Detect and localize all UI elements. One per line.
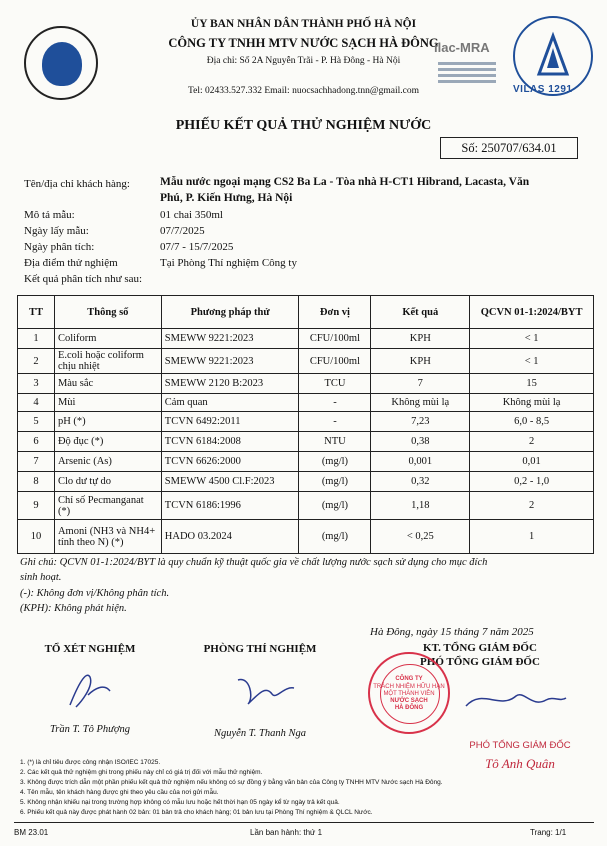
header-tt: TT [18,296,55,329]
header-param: Thông số [54,296,161,329]
note-3: (KPH): Không phát hiện. [20,603,127,614]
cell-limit: 2 [470,492,594,520]
signature-ptn [230,668,300,713]
cell-method: SMEWW 9221:2023 [161,349,299,374]
cell-tt: 5 [18,412,55,432]
cell-unit: (mg/l) [299,472,371,492]
cell-result: 0,38 [371,432,470,452]
cell-method: SMEWW 2120 B:2023 [161,374,299,394]
cell-result: KPH [371,349,470,374]
table-row [18,349,594,374]
header-limit: QCVN 01-1:2024/BYT [470,296,594,329]
sample-value: 01 chai 350ml [160,209,223,221]
pho-title: PHÓ TỔNG GIÁM ĐỐC [420,656,540,668]
cell-method: TCVN 6184:2008 [161,432,299,452]
customer-value-1: Mẫu nước ngoại mạng CS2 Ba La - Tòa nhà H-CT1 Hibrand, Lacasta, Văn [160,176,530,188]
sign-date: Hà Đông, ngày 15 tháng 7 năm 2025 [370,626,534,638]
cell-limit: 15 [470,374,594,394]
footnote-6: 6. Phiếu kết quả này được phát hành 02 bản: 01 bản trả cho khách hàng; 01 bản lưu tại Phòng Thí nghiệm & QLCL Nước. [20,809,373,816]
document-title: PHIẾU KẾT QUẢ THỬ NGHIỆM NƯỚC [175,118,432,133]
cell-unit: - [299,394,371,412]
ptn-title: PHÒNG THÍ NGHIỆM [203,643,317,655]
cell-param: Chỉ số Pecmanganat (*) [54,492,161,520]
cell-param: Coliform [54,329,161,349]
place-label: Địa điểm thử nghiệm [24,257,118,269]
analysis-label: Ngày phân tích: [24,241,95,253]
cell-param: Màu sắc [54,374,161,394]
sample-label: Mô tả mẫu: [24,209,75,221]
note-2: (-): Không đơn vị/Không phân tích. [20,588,170,599]
cell-limit: Không mùi lạ [470,394,594,412]
director-role: PHÓ TỔNG GIÁM ĐỐC [469,740,571,751]
cell-method: TCVN 6492:2011 [161,412,299,432]
table-row [18,329,594,349]
cell-param: Độ đục (*) [54,432,161,452]
to-title: TỔ XÉT NGHIỆM [44,643,136,655]
cell-limit: < 1 [470,349,594,374]
header-unit: Đơn vị [299,296,371,329]
cell-param: Clo dư tự do [54,472,161,492]
ptn-name: Nguyễn T. Thanh Nga [214,728,306,739]
note-1: Ghi chú: QCVN 01-1:2024/BYT là quy chuẩn kỹ thuật quốc gia về chất lượng nước sạch sử dụng cho mục đích [20,557,488,568]
cell-method: TCVN 6626:2000 [161,452,299,472]
date-value: 07/7/2025 [160,225,205,237]
footer-code: BM 23.01 [14,828,49,837]
table-header-row [18,296,594,329]
table-row [18,374,594,394]
header-line2: CÔNG TY TNHH MTV NƯỚC SẠCH HÀ ĐÔNG [168,36,439,50]
cell-param: Amoni (NH3 và NH4+ tính theo N) (*) [54,520,161,554]
place-value: Tại Phòng Thí nghiệm Công ty [160,257,297,269]
cell-result: 7 [371,374,470,394]
cell-tt: 3 [18,374,55,394]
header-result: Kết quả [371,296,470,329]
vilas-label: VILAS 1291 [513,84,573,95]
to-name: Trần T. Tô Phượng [50,724,130,735]
cell-limit: 0,01 [470,452,594,472]
cell-limit: 1 [470,520,594,554]
cell-unit: (mg/l) [299,452,371,472]
table-row [18,472,594,492]
cell-tt: 9 [18,492,55,520]
result-label: Kết quả phân tích như sau: [24,273,143,285]
footer-divider [14,822,594,823]
table-row [18,452,594,472]
cell-tt: 1 [18,329,55,349]
header-contact: Tel: 02433.527.332 Email: nuocsachhadong.tnn@gmail.com [187,86,420,96]
cell-tt: 2 [18,349,55,374]
cell-unit: CFU/100ml [299,349,371,374]
footer-page: Trang: 1/1 [530,828,567,837]
cell-unit: TCU [299,374,371,394]
cell-method: SMEWW 4500 Cl.F:2023 [161,472,299,492]
cell-tt: 4 [18,394,55,412]
cell-method: TCVN 6186:1996 [161,492,299,520]
header-method: Phương pháp thử [161,296,299,329]
document-number: Số: 250707/634.01 [440,137,578,159]
cell-unit: - [299,412,371,432]
cell-unit: NTU [299,432,371,452]
table-row [18,520,594,554]
cell-result: < 0,25 [371,520,470,554]
cell-limit: 6,0 - 8,5 [470,412,594,432]
signature-director [460,680,570,720]
cell-method: Cảm quan [161,394,299,412]
cell-result: KPH [371,329,470,349]
cell-tt: 8 [18,472,55,492]
cell-limit: < 1 [470,329,594,349]
ilac-mra-logo: ilac-MRA [434,32,504,92]
cell-tt: 6 [18,432,55,452]
cell-result: 7,23 [371,412,470,432]
signature-to [60,665,120,715]
cell-unit: CFU/100ml [299,329,371,349]
cell-result: 0,001 [371,452,470,472]
footnote-5: 5. Không nhận khiếu nại trong trường hợp không có mẫu lưu hoặc hết thời hạn 05 ngày kể từ ngày trả kết quả. [20,799,340,806]
cell-param: Arsenic (As) [54,452,161,472]
cell-unit: (mg/l) [299,520,371,554]
cell-limit: 0,2 - 1,0 [470,472,594,492]
header-address: Địa chỉ: Số 2A Nguyễn Trãi - P. Hà Đông - Hà Nội [206,56,401,66]
company-stamp: CÔNG TY TRÁCH NHIỆM HỮU HẠN MỘT THÀNH VIÊN NƯỚC SẠCH HÀ ĐÔNG [368,652,450,734]
footnote-4: 4. Tên mẫu, tên khách hàng được ghi theo yêu cầu của nơi gửi mẫu. [20,789,219,796]
analysis-value: 07/7 - 15/7/2025 [160,241,234,253]
note-1b: sinh hoạt. [20,572,62,583]
cell-result: Không mùi lạ [371,394,470,412]
table-row [18,412,594,432]
footnote-2: 2. Các kết quả thử nghiệm ghi trong phiếu này chỉ có giá trị đối với mẫu thử nghiệm. [20,769,263,776]
cell-result: 0,32 [371,472,470,492]
table-row [18,394,594,412]
footnote-3: 3. Không được trích dẫn một phần phiếu kết quả thử nghiệm nếu không có sự đồng ý bằng văn bản của Công ty TNHH MTV Nước sạch Hà Đông. [20,779,443,786]
director-name: Tô Anh Quân [485,756,555,771]
cell-param: E.coli hoặc coliform chịu nhiệt [54,349,161,374]
cell-param: Mùi [54,394,161,412]
table-row [18,432,594,452]
footnote-1: 1. (*) là chỉ tiêu được công nhận ISO/IEC 17025. [20,759,161,766]
cell-limit: 2 [470,432,594,452]
table-row [18,492,594,520]
customer-label: Tên/địa chỉ khách hàng: [24,178,130,190]
cell-method: SMEWW 9221:2023 [161,329,299,349]
cell-method: HADO 03.2024 [161,520,299,554]
customer-value-2: Phú, P. Kiến Hưng, Hà Nội [160,192,293,204]
footer-edition: Lần ban hành: thứ 1 [250,828,323,837]
cell-result: 1,18 [371,492,470,520]
cell-unit: (mg/l) [299,492,371,520]
kt-title: KT. TỔNG GIÁM ĐỐC [423,642,537,654]
results-table [17,295,594,554]
cell-tt: 7 [18,452,55,472]
header-line1: ỦY BAN NHÂN DÂN THÀNH PHỐ HÀ NỘI [190,18,417,30]
date-label: Ngày lấy mẫu: [24,225,89,237]
cell-tt: 10 [18,520,55,554]
cell-param: pH (*) [54,412,161,432]
